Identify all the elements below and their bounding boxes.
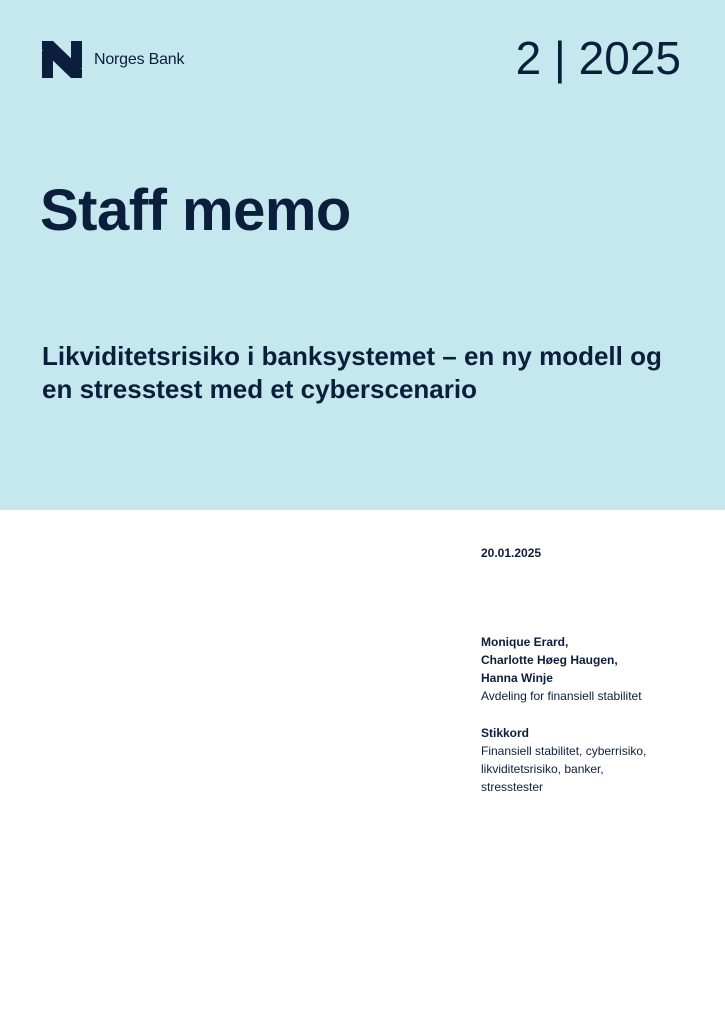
keywords-block [481,724,701,796]
norges-bank-logo [42,41,184,78]
author-name: Hanna Winje [481,671,553,685]
author-name: Charlotte Høeg Haugen, [481,653,618,667]
keywords-line: Finansiell stabilitet, cyberrisiko, [481,744,647,758]
cover-panel [0,0,725,510]
logo-text: Norges Bank [94,50,185,68]
author-name: Monique Erard, [481,635,569,649]
norges-bank-n-icon [42,41,82,78]
series-title: Staff memo [40,178,351,243]
memo-title: Likviditetsrisiko i banksystemet – en ny modell og en stresstest med et cyberscenario [42,341,662,404]
department: Avdeling for finansiell stabilitet [481,689,642,703]
publication-date: 20.01.2025 [481,546,542,560]
issue-number: 2 | 2025 [515,32,681,84]
keywords-line: stresstester [481,780,544,794]
authors-block [481,633,701,705]
keywords-label: Stikkord [481,726,530,740]
keywords-line: likviditetsrisiko, banker, [481,762,604,776]
